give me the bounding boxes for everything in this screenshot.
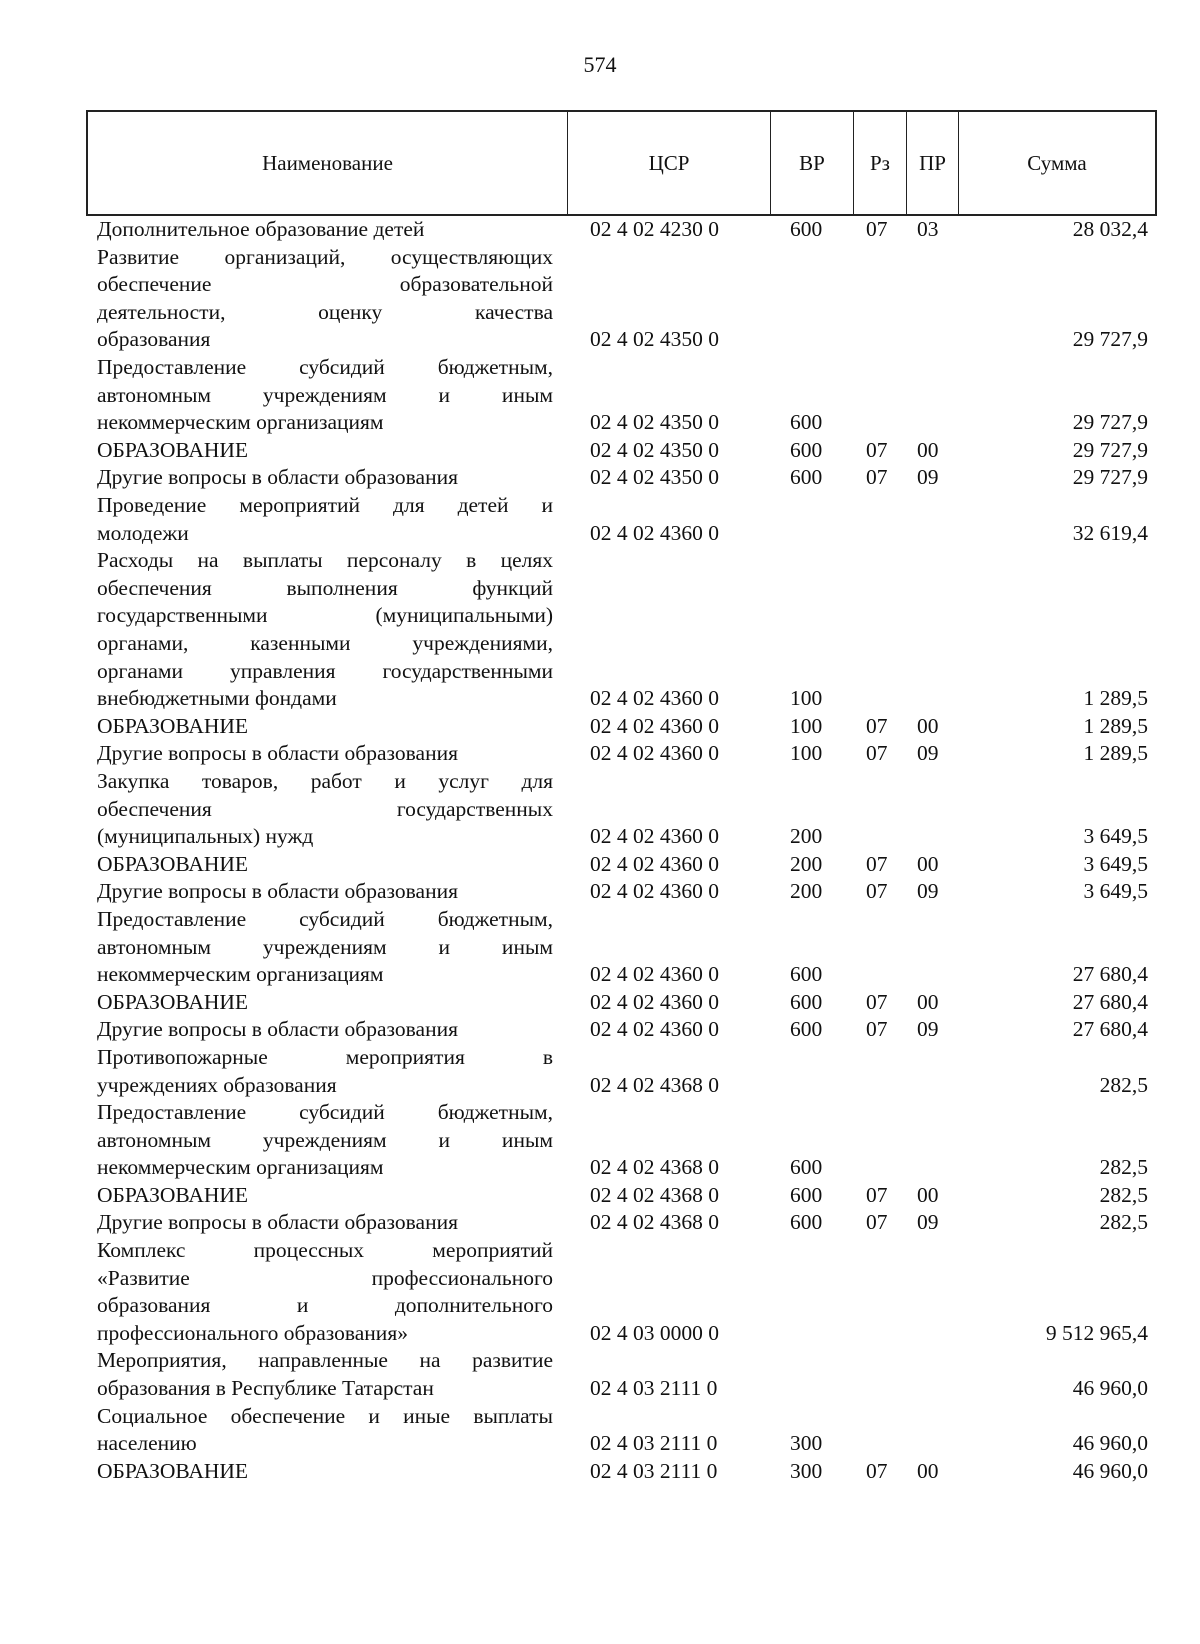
row-name-line: ОБРАЗОВАНИЕ xyxy=(97,713,249,738)
row-rz: 07 xyxy=(866,989,888,1014)
row-name-line: Предоставление субсидий бюджетным, xyxy=(97,354,553,379)
row-name-line: Мероприятия, направленные на развитие xyxy=(97,1348,553,1373)
table-row xyxy=(0,1403,1200,1458)
table-row xyxy=(0,1237,1200,1347)
row-vr: 600 xyxy=(790,962,823,987)
row-pr: 09 xyxy=(917,741,939,766)
row-sum: 282,5 xyxy=(1099,1155,1148,1180)
row-name xyxy=(97,851,553,879)
row-name-line: Комплекс процессных мероприятий xyxy=(97,1238,553,1263)
row-vr: 600 xyxy=(790,465,823,490)
row-name-line: ОБРАЗОВАНИЕ xyxy=(97,1458,249,1483)
row-rz: 07 xyxy=(866,1458,888,1483)
row-name xyxy=(97,492,553,547)
row-vr: 300 xyxy=(790,1431,823,1456)
row-csr: 02 4 02 4360 0 xyxy=(590,1017,719,1042)
row-name xyxy=(97,740,553,768)
row-name xyxy=(97,1044,553,1099)
row-rz: 07 xyxy=(866,465,888,490)
row-sum: 29 727,9 xyxy=(1072,437,1148,462)
row-name-line: Другие вопросы в области образования xyxy=(97,465,458,490)
table-row xyxy=(0,1182,1200,1210)
row-vr: 200 xyxy=(790,851,823,876)
row-vr: 200 xyxy=(790,879,823,904)
row-csr: 02 4 02 4350 0 xyxy=(590,327,719,352)
table-row xyxy=(0,1016,1200,1044)
row-csr: 02 4 02 4360 0 xyxy=(590,879,719,904)
table-row xyxy=(0,713,1200,741)
row-sum: 27 680,4 xyxy=(1072,962,1148,987)
row-sum: 46 960,0 xyxy=(1072,1376,1148,1401)
row-vr: 300 xyxy=(790,1458,823,1483)
row-name-line: некоммерческим организациям xyxy=(97,962,384,987)
row-name-line: органами управления государственными xyxy=(97,658,553,683)
row-pr: 09 xyxy=(917,1210,939,1235)
table-row xyxy=(0,216,1200,244)
row-name-line: ОБРАЗОВАНИЕ xyxy=(97,989,249,1014)
row-csr: 02 4 02 4368 0 xyxy=(590,1072,719,1097)
row-sum: 29 727,9 xyxy=(1072,410,1148,435)
row-csr: 02 4 02 4350 0 xyxy=(590,437,719,462)
row-pr: 00 xyxy=(917,713,939,738)
row-csr: 02 4 02 4350 0 xyxy=(590,410,719,435)
row-csr: 02 4 02 4368 0 xyxy=(590,1210,719,1235)
row-rz: 07 xyxy=(866,713,888,738)
row-name xyxy=(97,989,553,1017)
row-rz: 07 xyxy=(866,437,888,462)
row-csr: 02 4 02 4360 0 xyxy=(590,713,719,738)
row-csr: 02 4 02 4360 0 xyxy=(590,824,719,849)
row-rz: 07 xyxy=(866,741,888,766)
row-vr: 600 xyxy=(790,1182,823,1207)
table-row xyxy=(0,464,1200,492)
row-rz: 07 xyxy=(866,1182,888,1207)
row-csr: 02 4 02 4350 0 xyxy=(590,465,719,490)
header-name: Наименование xyxy=(88,112,568,214)
row-name xyxy=(97,1458,553,1486)
row-vr: 600 xyxy=(790,1017,823,1042)
row-name-line: автономным учреждениям и иным xyxy=(97,382,553,407)
row-name-line: Предоставление субсидий бюджетным, xyxy=(97,1100,553,1125)
row-name-line: государственными (муниципальными) xyxy=(97,603,553,628)
table-row xyxy=(0,354,1200,437)
table-row xyxy=(0,768,1200,851)
row-pr: 03 xyxy=(917,217,939,241)
row-name-line: (муниципальных) нужд xyxy=(97,824,314,849)
row-name xyxy=(97,547,553,713)
table-row xyxy=(0,878,1200,906)
row-pr: 09 xyxy=(917,879,939,904)
row-name xyxy=(97,906,553,989)
row-name-line: Закупка товаров, работ и услуг для xyxy=(97,768,553,793)
row-name-line: ОБРАЗОВАНИЕ xyxy=(97,437,249,462)
row-sum: 3 649,5 xyxy=(1083,824,1148,849)
row-csr: 02 4 02 4230 0 xyxy=(590,217,719,241)
header-vr: ВР xyxy=(771,112,854,214)
row-rz: 07 xyxy=(866,879,888,904)
table-row xyxy=(0,851,1200,879)
row-sum: 3 649,5 xyxy=(1083,851,1148,876)
row-rz: 07 xyxy=(866,1017,888,1042)
row-name-line: молодежи xyxy=(97,520,189,545)
row-name-line: «Развитие профессионального xyxy=(97,1265,553,1290)
row-name xyxy=(97,1347,553,1402)
row-sum: 29 727,9 xyxy=(1072,327,1148,352)
row-name-line: обеспечения выполнения функций xyxy=(97,575,553,600)
table-row xyxy=(0,1099,1200,1182)
row-name-line: некоммерческим организациям xyxy=(97,1155,384,1180)
table-row xyxy=(0,740,1200,768)
row-name-line: образования и дополнительного xyxy=(97,1293,553,1318)
table-row xyxy=(0,906,1200,989)
row-name-line: учреждениях образования xyxy=(97,1072,337,1097)
row-name xyxy=(97,437,553,465)
row-sum: 282,5 xyxy=(1099,1210,1148,1235)
row-name xyxy=(97,1237,553,1347)
row-sum: 282,5 xyxy=(1099,1072,1148,1097)
row-csr: 02 4 03 2111 0 xyxy=(590,1458,718,1483)
table-row xyxy=(0,1209,1200,1237)
row-name-line: обеспечения государственных xyxy=(97,796,553,821)
row-name-line: Другие вопросы в области образования xyxy=(97,879,458,904)
row-name-line: образования в Республике Татарстан xyxy=(97,1376,434,1401)
row-name xyxy=(97,1209,553,1237)
row-pr: 00 xyxy=(917,989,939,1014)
table-row xyxy=(0,437,1200,465)
row-pr: 00 xyxy=(917,1458,939,1483)
row-pr: 00 xyxy=(917,437,939,462)
row-name-line: ОБРАЗОВАНИЕ xyxy=(97,851,249,876)
table-header xyxy=(86,110,1157,216)
row-name-line: населению xyxy=(97,1431,197,1456)
row-sum: 1 289,5 xyxy=(1083,713,1148,738)
row-name-line: Противопожарные мероприятия в xyxy=(97,1044,553,1069)
table-row xyxy=(0,492,1200,547)
row-vr: 600 xyxy=(790,437,823,462)
table-row xyxy=(0,1458,1200,1486)
row-csr: 02 4 03 2111 0 xyxy=(590,1431,718,1456)
row-name xyxy=(97,768,553,851)
row-name xyxy=(97,464,553,492)
row-name-line: ОБРАЗОВАНИЕ xyxy=(97,1182,249,1207)
table-row xyxy=(0,1347,1200,1402)
row-vr: 600 xyxy=(790,410,823,435)
row-vr: 600 xyxy=(790,1155,823,1180)
row-name-line: Другие вопросы в области образования xyxy=(97,1017,458,1042)
row-name-line: образования xyxy=(97,327,211,352)
row-pr: 00 xyxy=(917,851,939,876)
row-pr: 00 xyxy=(917,1182,939,1207)
row-csr: 02 4 02 4360 0 xyxy=(590,851,719,876)
row-name xyxy=(97,1016,553,1044)
row-name-line: Дополнительное образование детей xyxy=(97,217,425,241)
row-name-line: Предоставление субсидий бюджетным, xyxy=(97,906,553,931)
row-name-line: автономным учреждениям и иным xyxy=(97,934,553,959)
row-rz: 07 xyxy=(866,851,888,876)
page-number: 574 xyxy=(583,52,617,77)
header-sum: Сумма xyxy=(1027,150,1087,175)
row-name-line: профессионального образования» xyxy=(97,1320,408,1345)
table-row xyxy=(0,547,1200,713)
table-body xyxy=(0,216,1200,1485)
table-row xyxy=(0,989,1200,1017)
row-csr: 02 4 02 4368 0 xyxy=(590,1182,719,1207)
row-sum: 32 619,4 xyxy=(1072,520,1148,545)
row-name xyxy=(97,713,553,741)
table-row xyxy=(0,1044,1200,1099)
row-csr: 02 4 03 0000 0 xyxy=(590,1320,719,1345)
row-name-line: Другие вопросы в области образования xyxy=(97,741,458,766)
row-sum: 9 512 965,4 xyxy=(1045,1320,1148,1345)
row-name-line: обеспечение образовательной xyxy=(97,272,553,297)
row-name xyxy=(97,1403,553,1458)
row-name-line: деятельности, оценку качества xyxy=(97,299,553,324)
row-sum: 46 960,0 xyxy=(1072,1458,1148,1483)
row-sum: 29 727,9 xyxy=(1072,465,1148,490)
header-csr: ЦСР xyxy=(568,112,771,214)
row-name-line: некоммерческим организациям xyxy=(97,410,384,435)
row-name-line: автономным учреждениям и иным xyxy=(97,1127,553,1152)
row-vr: 600 xyxy=(790,217,823,241)
row-name xyxy=(97,216,553,244)
row-name xyxy=(97,878,553,906)
row-sum: 1 289,5 xyxy=(1083,741,1148,766)
row-sum: 3 649,5 xyxy=(1083,879,1148,904)
row-pr: 09 xyxy=(917,465,939,490)
row-sum: 282,5 xyxy=(1099,1182,1148,1207)
row-vr: 100 xyxy=(790,741,823,766)
row-name-line: Расходы на выплаты персоналу в целях xyxy=(97,548,553,573)
row-name xyxy=(97,244,553,354)
row-vr: 200 xyxy=(790,824,823,849)
row-csr: 02 4 02 4368 0 xyxy=(590,1155,719,1180)
row-csr: 02 4 03 2111 0 xyxy=(590,1376,718,1401)
row-pr: 09 xyxy=(917,1017,939,1042)
row-csr: 02 4 02 4360 0 xyxy=(590,741,719,766)
row-csr: 02 4 02 4360 0 xyxy=(590,686,719,711)
row-name xyxy=(97,1182,553,1210)
row-rz: 07 xyxy=(866,1210,888,1235)
header-pr: ПР xyxy=(907,112,959,214)
row-name-line: органами, казенными учреждениями, xyxy=(97,630,553,655)
row-name-line: Развитие организаций, осуществляющих xyxy=(97,244,553,269)
row-name-line: Проведение мероприятий для детей и xyxy=(97,492,553,517)
row-sum: 28 032,4 xyxy=(1072,217,1148,241)
row-vr: 600 xyxy=(790,1210,823,1235)
table-row xyxy=(0,244,1200,354)
header-rz: Рз xyxy=(854,112,907,214)
row-name-line: внебюджетными фондами xyxy=(97,686,337,711)
row-name xyxy=(97,354,553,437)
row-sum: 1 289,5 xyxy=(1083,686,1148,711)
row-name-line: Социальное обеспечение и иные выплаты xyxy=(97,1403,553,1428)
row-rz: 07 xyxy=(866,217,888,241)
row-csr: 02 4 02 4360 0 xyxy=(590,989,719,1014)
row-vr: 100 xyxy=(790,686,823,711)
row-csr: 02 4 02 4360 0 xyxy=(590,962,719,987)
row-vr: 600 xyxy=(790,989,823,1014)
row-sum: 46 960,0 xyxy=(1072,1431,1148,1456)
row-sum: 27 680,4 xyxy=(1072,989,1148,1014)
row-sum: 27 680,4 xyxy=(1072,1017,1148,1042)
row-name-line: Другие вопросы в области образования xyxy=(97,1210,458,1235)
row-csr: 02 4 02 4360 0 xyxy=(590,520,719,545)
row-vr: 100 xyxy=(790,713,823,738)
row-name xyxy=(97,1099,553,1182)
